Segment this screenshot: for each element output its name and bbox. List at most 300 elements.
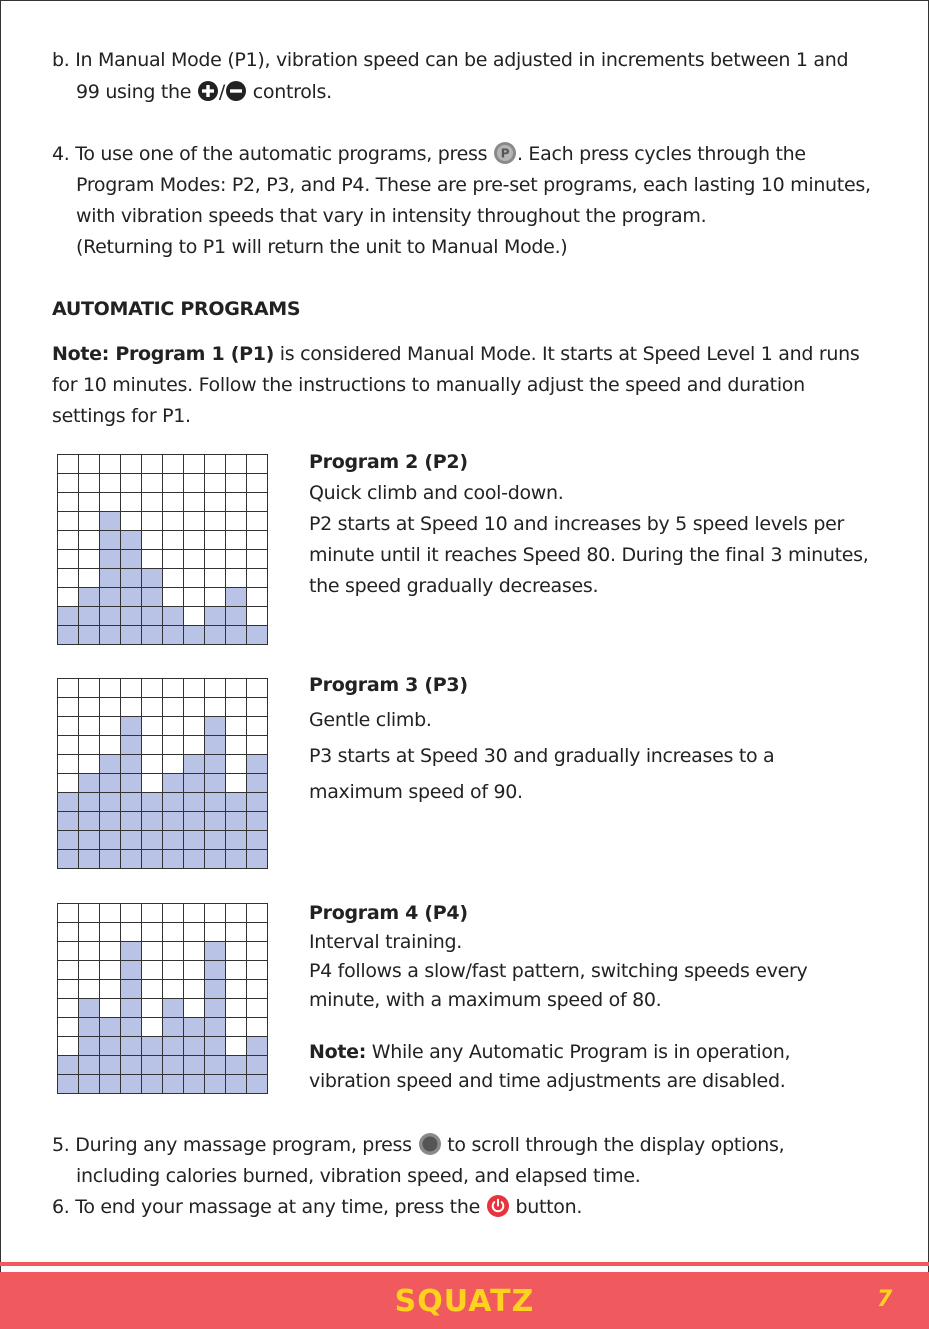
note-p1-line1-rest: is considered Manual Mode. It starts at Speed Level 1 and runs [274, 343, 860, 365]
speed-cell-filled [79, 831, 100, 850]
speed-cell-empty [100, 961, 121, 980]
speed-cell-filled [226, 588, 247, 607]
speed-cell-empty [142, 698, 163, 717]
speed-cell-filled [163, 999, 184, 1018]
speed-cell-empty [121, 679, 142, 698]
speed-cell-empty [142, 942, 163, 961]
speed-cell-filled [121, 736, 142, 755]
speed-cell-empty [184, 736, 205, 755]
speed-cell-filled [247, 1037, 268, 1056]
speed-cell-empty [247, 474, 268, 493]
speed-cell-filled [100, 1037, 121, 1056]
speed-cell-filled [58, 831, 79, 850]
speed-cell-filled [226, 607, 247, 626]
speed-cell-empty [142, 493, 163, 512]
speed-cell-filled [184, 774, 205, 793]
speed-cell-empty [205, 512, 226, 531]
speed-cell-empty [79, 493, 100, 512]
grid-row [58, 679, 268, 698]
speed-cell-empty [121, 512, 142, 531]
grid-row [58, 999, 268, 1018]
program4-line2: minute, with a maximum speed of 80. [309, 989, 662, 1011]
speed-cell-filled [184, 1018, 205, 1037]
speed-cell-filled [163, 850, 184, 869]
speed-cell-filled [121, 961, 142, 980]
page-number: 7 [877, 1287, 893, 1312]
step6-line [52, 1192, 582, 1223]
program2-title: Program 2 (P2) [309, 451, 468, 473]
speed-cell-filled [184, 755, 205, 774]
speed-cell-filled [121, 942, 142, 961]
speed-cell-empty [247, 698, 268, 717]
speed-cell-filled [121, 550, 142, 569]
speed-cell-empty [163, 512, 184, 531]
speed-cell-empty [184, 588, 205, 607]
speed-cell-empty [226, 942, 247, 961]
speed-cell-empty [142, 531, 163, 550]
speed-cell-filled [58, 812, 79, 831]
speed-cell-filled [121, 607, 142, 626]
grid-row [58, 980, 268, 999]
speed-cell-empty [247, 512, 268, 531]
speed-cell-empty [184, 698, 205, 717]
speed-cell-empty [184, 531, 205, 550]
speed-cell-empty [142, 980, 163, 999]
speed-cell-filled [79, 999, 100, 1018]
speed-cell-filled [226, 812, 247, 831]
speed-cell-filled [79, 793, 100, 812]
speed-cell-empty [247, 961, 268, 980]
speed-cell-filled [58, 626, 79, 645]
speed-cell-empty [205, 923, 226, 942]
step4-line3: with vibration speeds that vary in intensity throughout the program. [76, 205, 707, 227]
speed-cell-empty [79, 550, 100, 569]
speed-cell-empty [58, 999, 79, 1018]
program4-note-line1-rest: While any Automatic Program is in operation, [366, 1041, 791, 1063]
speed-cell-empty [121, 698, 142, 717]
speed-cell-empty [142, 550, 163, 569]
program2-subtitle: Quick climb and cool-down [309, 482, 558, 504]
speed-cell-empty [142, 999, 163, 1018]
speed-cell-empty [100, 698, 121, 717]
speed-cell-filled [184, 1056, 205, 1075]
speed-cell-empty [100, 455, 121, 474]
speed-cell-filled [205, 626, 226, 645]
speed-cell-filled [121, 774, 142, 793]
grid-row [58, 626, 268, 645]
speed-cell-empty [247, 607, 268, 626]
speed-cell-empty [58, 588, 79, 607]
grid-row [58, 850, 268, 869]
program4-speed-chart [57, 903, 268, 1094]
speed-cell-filled [142, 569, 163, 588]
speed-cell-empty [142, 923, 163, 942]
speed-cell-filled [121, 831, 142, 850]
speed-cell-filled [247, 1056, 268, 1075]
speed-cell-filled [163, 831, 184, 850]
speed-cell-empty [142, 717, 163, 736]
speed-cell-filled [121, 626, 142, 645]
program4-subtitle: Interval training. [309, 931, 463, 953]
speed-cell-filled [79, 1075, 100, 1094]
speed-cell-filled [247, 812, 268, 831]
speed-cell-filled [79, 1056, 100, 1075]
speed-cell-empty [142, 474, 163, 493]
speed-cell-empty [79, 736, 100, 755]
speed-cell-empty [184, 923, 205, 942]
speed-cell-filled [205, 1075, 226, 1094]
speed-cell-empty [163, 679, 184, 698]
speed-cell-filled [121, 812, 142, 831]
speed-cell-empty [247, 942, 268, 961]
speed-cell-empty [226, 550, 247, 569]
speed-cell-empty [79, 512, 100, 531]
speed-cell-empty [184, 569, 205, 588]
speed-cell-empty [58, 455, 79, 474]
program3-line2: maximum speed of 90. [309, 781, 523, 803]
speed-cell-empty [247, 736, 268, 755]
speed-cell-empty [100, 679, 121, 698]
speed-cell-filled [58, 793, 79, 812]
step4-line1 [52, 139, 806, 170]
speed-cell-empty [247, 569, 268, 588]
speed-cell-filled [247, 774, 268, 793]
speed-cell-empty [163, 588, 184, 607]
step4-line4: (Returning to P1 will return the unit to Manual Mode.) [76, 236, 568, 258]
speed-cell-filled [121, 717, 142, 736]
speed-cell-empty [58, 474, 79, 493]
speed-cell-empty [58, 904, 79, 923]
speed-cell-filled [247, 831, 268, 850]
speed-cell-empty [58, 493, 79, 512]
speed-cell-empty [184, 717, 205, 736]
speed-cell-filled [226, 626, 247, 645]
speed-cell-filled [121, 850, 142, 869]
grid-row [58, 698, 268, 717]
speed-cell-empty [121, 474, 142, 493]
speed-cell-empty [79, 942, 100, 961]
step-b-line2-end: controls. [252, 81, 332, 103]
speed-cell-empty [205, 455, 226, 474]
speed-cell-filled [163, 793, 184, 812]
speed-cell-filled [121, 980, 142, 999]
speed-cell-filled [205, 980, 226, 999]
speed-cell-filled [142, 626, 163, 645]
grid-row [58, 793, 268, 812]
speed-cell-empty [163, 904, 184, 923]
footer-stripe [0, 1262, 929, 1266]
note-p1-line3: settings for P1. [52, 405, 191, 427]
speed-cell-filled [163, 1037, 184, 1056]
speed-cell-filled [100, 1075, 121, 1094]
grid-row [58, 942, 268, 961]
speed-cell-filled [205, 755, 226, 774]
speed-cell-filled [205, 1056, 226, 1075]
speed-cell-empty [79, 923, 100, 942]
speed-cell-filled [100, 831, 121, 850]
speed-cell-empty [121, 904, 142, 923]
speed-cell-filled [142, 1037, 163, 1056]
step-b-line2 [76, 77, 332, 108]
speed-cell-empty [142, 455, 163, 474]
speed-cell-empty [226, 1018, 247, 1037]
speed-cell-empty [184, 999, 205, 1018]
speed-cell-filled [205, 717, 226, 736]
speed-cell-filled [100, 793, 121, 812]
speed-cell-empty [121, 493, 142, 512]
speed-cell-empty [226, 493, 247, 512]
grid-row [58, 904, 268, 923]
speed-cell-filled [121, 999, 142, 1018]
speed-cell-empty [142, 961, 163, 980]
grid-row [58, 831, 268, 850]
speed-cell-empty [121, 455, 142, 474]
grid-row [58, 474, 268, 493]
speed-cell-empty [163, 493, 184, 512]
speed-cell-filled [79, 1037, 100, 1056]
speed-cell-empty [247, 980, 268, 999]
speed-cell-empty [163, 736, 184, 755]
speed-cell-filled [226, 831, 247, 850]
speed-cell-filled [163, 1075, 184, 1094]
speed-cell-empty [163, 698, 184, 717]
step4-line2: Program Modes: P2, P3, and P4. These are pre-set programs, each lasting 10 minutes, [76, 174, 871, 196]
speed-cell-filled [226, 793, 247, 812]
grid-row [58, 717, 268, 736]
program2-line1: P2 starts at Speed 10 and increases by 5 speed levels per [309, 513, 845, 535]
speed-cell-filled [184, 831, 205, 850]
speed-cell-filled [100, 531, 121, 550]
speed-cell-filled [205, 1037, 226, 1056]
speed-cell-filled [163, 607, 184, 626]
speed-cell-empty [163, 923, 184, 942]
speed-cell-empty [58, 717, 79, 736]
program3-speed-chart [57, 678, 268, 869]
grid-row [58, 1056, 268, 1075]
program2-line3: the speed gradually decreases. [309, 575, 599, 597]
speed-cell-empty [79, 904, 100, 923]
speed-cell-filled [205, 850, 226, 869]
speed-cell-empty [58, 942, 79, 961]
speed-cell-empty [184, 455, 205, 474]
note-p1-line2: for 10 minutes. Follow the instructions to manually adjust the speed and duration [52, 374, 805, 396]
speed-cell-filled [79, 850, 100, 869]
speed-cell-empty [226, 774, 247, 793]
program2-speed-chart [57, 454, 268, 645]
speed-cell-filled [79, 1018, 100, 1037]
program-p-button-icon [493, 141, 517, 165]
speed-cell-empty [100, 904, 121, 923]
speed-cell-empty [205, 679, 226, 698]
plus-circle-icon [197, 80, 219, 102]
speed-cell-empty [226, 679, 247, 698]
speed-cell-empty [247, 904, 268, 923]
speed-cell-empty [58, 774, 79, 793]
speed-cell-filled [100, 550, 121, 569]
speed-cell-empty [205, 904, 226, 923]
speed-cell-empty [226, 474, 247, 493]
speed-cell-empty [79, 531, 100, 550]
speed-cell-empty [247, 493, 268, 512]
speed-cell-filled [184, 1037, 205, 1056]
speed-cell-filled [142, 812, 163, 831]
speed-cell-empty [163, 569, 184, 588]
speed-cell-empty [184, 961, 205, 980]
speed-cell-filled [226, 1075, 247, 1094]
slash: / [218, 81, 226, 103]
speed-cell-filled [121, 793, 142, 812]
speed-cell-empty [58, 1037, 79, 1056]
speed-cell-filled [58, 1075, 79, 1094]
speed-cell-empty [79, 698, 100, 717]
speed-cell-empty [100, 942, 121, 961]
speed-cell-empty [226, 961, 247, 980]
speed-cell-empty [226, 736, 247, 755]
speed-cell-empty [163, 550, 184, 569]
speed-cell-empty [58, 736, 79, 755]
speed-cell-empty [58, 1018, 79, 1037]
speed-cell-empty [247, 531, 268, 550]
step4-line1-start: 4. To use one of the automatic programs, press [52, 143, 488, 165]
grid-row [58, 774, 268, 793]
grid-row [58, 812, 268, 831]
speed-cell-empty [58, 550, 79, 569]
speed-cell-filled [247, 1075, 268, 1094]
speed-cell-filled [100, 774, 121, 793]
speed-cell-filled [184, 626, 205, 645]
speed-cell-empty [163, 755, 184, 774]
speed-cell-empty [142, 755, 163, 774]
speed-cell-empty [100, 980, 121, 999]
speed-cell-filled [226, 850, 247, 869]
speed-cell-empty [58, 512, 79, 531]
speed-cell-empty [247, 455, 268, 474]
speed-cell-empty [247, 717, 268, 736]
program4-note-label: Note: [309, 1041, 367, 1063]
speed-cell-empty [142, 1018, 163, 1037]
grid-row [58, 569, 268, 588]
program2-subtitle-end: . [557, 482, 564, 504]
program4-note-line1 [309, 1037, 790, 1068]
speed-cell-empty [100, 736, 121, 755]
speed-cell-filled [205, 999, 226, 1018]
grid-row [58, 961, 268, 980]
speed-cell-empty [226, 755, 247, 774]
speed-cell-filled [205, 831, 226, 850]
speed-cell-filled [121, 588, 142, 607]
speed-cell-filled [205, 961, 226, 980]
speed-cell-filled [163, 812, 184, 831]
speed-cell-empty [247, 679, 268, 698]
speed-cell-filled [121, 1037, 142, 1056]
speed-cell-filled [121, 531, 142, 550]
speed-cell-empty [184, 679, 205, 698]
program4-note-line2: vibration speed and time adjustments are disabled. [309, 1070, 786, 1092]
step4-line1-end: . Each press cycles through the [516, 143, 806, 165]
speed-cell-filled [100, 812, 121, 831]
speed-cell-filled [100, 626, 121, 645]
speed-cell-empty [100, 474, 121, 493]
grid-row [58, 736, 268, 755]
speed-cell-empty [247, 588, 268, 607]
speed-cell-empty [163, 980, 184, 999]
program3-line1: P3 starts at Speed 30 and gradually increases to a [309, 745, 775, 767]
speed-cell-empty [58, 923, 79, 942]
speed-cell-empty [184, 980, 205, 999]
speed-cell-filled [79, 588, 100, 607]
program3-subtitle: Gentle climb. [309, 709, 432, 731]
speed-cell-filled [100, 1018, 121, 1037]
speed-cell-filled [163, 1018, 184, 1037]
speed-cell-empty [184, 512, 205, 531]
speed-cell-filled [121, 1018, 142, 1037]
speed-cell-filled [205, 607, 226, 626]
speed-cell-empty [79, 755, 100, 774]
grid-row [58, 1037, 268, 1056]
step-b-line2-start: 99 using the [76, 81, 192, 103]
speed-cell-empty [142, 774, 163, 793]
speed-cell-filled [100, 512, 121, 531]
grid-row [58, 493, 268, 512]
grid-row [58, 1018, 268, 1037]
speed-cell-empty [58, 961, 79, 980]
speed-cell-empty [184, 474, 205, 493]
speed-cell-empty [79, 961, 100, 980]
speed-cell-filled [205, 942, 226, 961]
speed-cell-empty [226, 980, 247, 999]
program4-line1: P4 follows a slow/fast pattern, switching speeds every [309, 960, 808, 982]
speed-cell-filled [100, 588, 121, 607]
speed-cell-filled [205, 736, 226, 755]
speed-cell-filled [79, 774, 100, 793]
speed-cell-filled [163, 626, 184, 645]
speed-cell-filled [100, 569, 121, 588]
speed-cell-empty [184, 550, 205, 569]
speed-cell-filled [184, 812, 205, 831]
speed-cell-filled [142, 831, 163, 850]
step-b-line1: b. In Manual Mode (P1), vibration speed can be adjusted in increments between 1 and [52, 49, 849, 71]
speed-cell-filled [58, 1056, 79, 1075]
speed-cell-empty [100, 717, 121, 736]
speed-cell-empty [100, 493, 121, 512]
speed-cell-filled [205, 774, 226, 793]
speed-cell-filled [142, 850, 163, 869]
step5-line2: including calories burned, vibration speed, and elapsed time. [76, 1165, 641, 1187]
speed-cell-empty [100, 999, 121, 1018]
program4-title: Program 4 (P4) [309, 902, 468, 924]
minus-circle-icon [225, 80, 247, 102]
program3-title: Program 3 (P3) [309, 674, 468, 696]
speed-cell-empty [79, 474, 100, 493]
speed-cell-filled [163, 1056, 184, 1075]
speed-cell-empty [121, 923, 142, 942]
speed-cell-filled [58, 850, 79, 869]
speed-cell-filled [247, 755, 268, 774]
speed-cell-filled [184, 850, 205, 869]
speed-cell-filled [184, 1075, 205, 1094]
step5-line1-start: 5. During any massage program, press [52, 1134, 412, 1156]
power-button-icon [486, 1194, 510, 1218]
note-p1-label: Note: Program 1 (P1) [52, 343, 275, 365]
speed-cell-empty [247, 923, 268, 942]
speed-cell-filled [121, 1056, 142, 1075]
speed-cell-empty [58, 531, 79, 550]
speed-cell-empty [226, 455, 247, 474]
speed-cell-filled [79, 607, 100, 626]
speed-cell-empty [205, 493, 226, 512]
speed-cell-empty [142, 736, 163, 755]
speed-cell-filled [100, 755, 121, 774]
